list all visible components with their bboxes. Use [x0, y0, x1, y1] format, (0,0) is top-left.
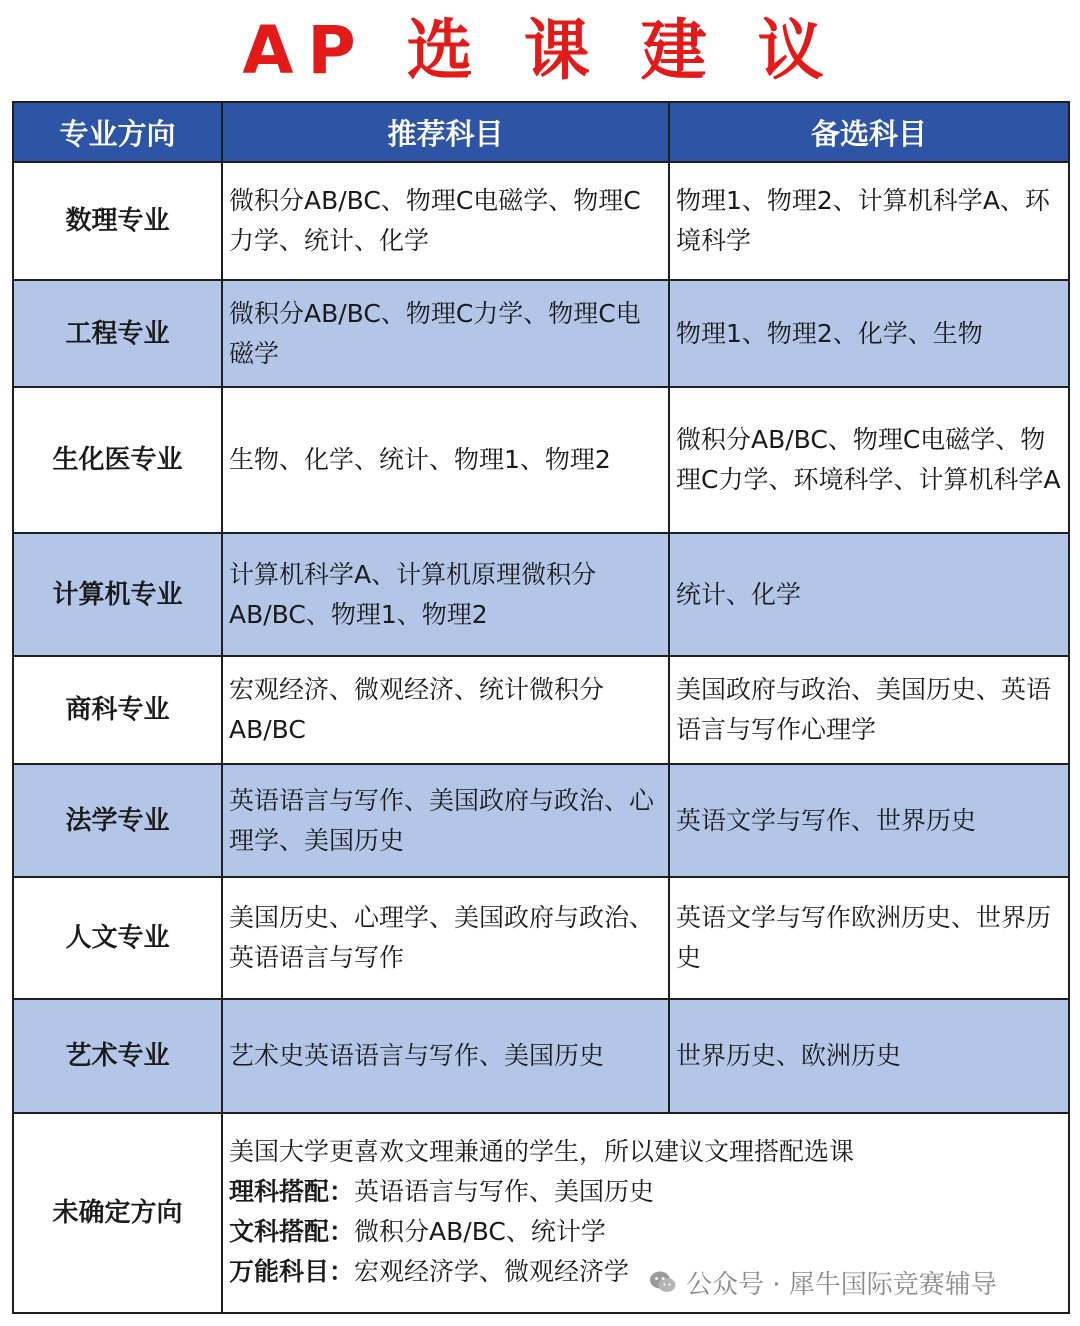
header-major: 专业方向 — [13, 102, 222, 162]
header-alternative: 备选科目 — [669, 102, 1069, 162]
table-row — [13, 280, 1069, 387]
arts-combo-value: 微积分AB/BC、统计学 — [354, 1217, 606, 1246]
major-cell: 数理专业 — [13, 162, 222, 280]
alternative-cell: 微积分AB/BC、物理C电磁学、物理C力学、环境科学、计算机科学A — [669, 387, 1069, 533]
alternative-cell: 物理1、物理2、计算机科学A、环境科学 — [669, 162, 1069, 280]
arts-combo-label: 文科搭配： — [229, 1217, 355, 1246]
alternative-cell: 美国政府与政治、美国历史、英语语言与写作心理学 — [669, 656, 1069, 764]
recommended-cell: 生物、化学、统计、物理1、物理2 — [222, 387, 669, 533]
header-recommended: 推荐科目 — [222, 102, 669, 162]
science-combo-value: 英语语言与写作、美国历史 — [354, 1177, 655, 1206]
recommended-cell: 微积分AB/BC、物理C电磁学、物理C力学、统计、化学 — [222, 162, 669, 280]
alternative-cell: 统计、化学 — [669, 533, 1069, 656]
recommended-cell: 英语语言与写作、美国政府与政治、心理学、美国历史 — [222, 764, 669, 877]
science-combo — [229, 1172, 1062, 1212]
table-header-row — [13, 102, 1069, 162]
major-cell: 人文专业 — [13, 877, 222, 999]
table-row — [13, 877, 1069, 999]
alternative-cell: 物理1、物理2、化学、生物 — [669, 280, 1069, 387]
recommended-cell: 艺术史英语语言与写作、美国历史 — [222, 999, 669, 1113]
alternative-cell: 英语文学与写作欧洲历史、世界历史 — [669, 877, 1069, 999]
watermark-text: 公众号 · 犀牛国际竞赛辅导 — [686, 1269, 997, 1300]
major-cell: 生化医专业 — [13, 387, 222, 533]
recommended-cell: 计算机科学A、计算机原理微积分AB/BC、物理1、物理2 — [222, 533, 669, 656]
table-row — [13, 387, 1069, 533]
alternative-cell: 英语文学与写作、世界历史 — [669, 764, 1069, 877]
recommended-cell: 美国历史、心理学、美国政府与政治、英语语言与写作 — [222, 877, 669, 999]
page-title: AP 选 课 建 议 — [242, 12, 838, 89]
table-row — [13, 764, 1069, 877]
major-cell: 法学专业 — [13, 764, 222, 877]
wechat-icon — [648, 1267, 678, 1297]
ap-course-table — [12, 101, 1070, 1314]
table-row — [13, 533, 1069, 656]
undecided-intro: 美国大学更喜欢文理兼通的学生，所以建议文理搭配选课 — [229, 1137, 855, 1166]
table-row — [13, 162, 1069, 280]
major-cell: 计算机专业 — [13, 533, 222, 656]
universal-subjects-value: 宏观经济学、微观经济学 — [354, 1257, 630, 1286]
table-row — [13, 656, 1069, 764]
arts-combo — [229, 1212, 1062, 1252]
science-combo-label: 理科搭配： — [229, 1177, 355, 1206]
major-cell: 艺术专业 — [13, 999, 222, 1113]
major-cell: 未确定方向 — [13, 1113, 222, 1313]
universal-subjects-label: 万能科目： — [229, 1257, 355, 1286]
table-row — [13, 999, 1069, 1113]
recommended-cell: 宏观经济、微观经济、统计微积分AB/BC — [222, 656, 669, 764]
major-cell: 商科专业 — [13, 656, 222, 764]
watermark — [648, 1262, 997, 1302]
recommended-cell: 微积分AB/BC、物理C力学、物理C电磁学 — [222, 280, 669, 387]
major-cell: 工程专业 — [13, 280, 222, 387]
alternative-cell: 世界历史、欧洲历史 — [669, 999, 1069, 1113]
